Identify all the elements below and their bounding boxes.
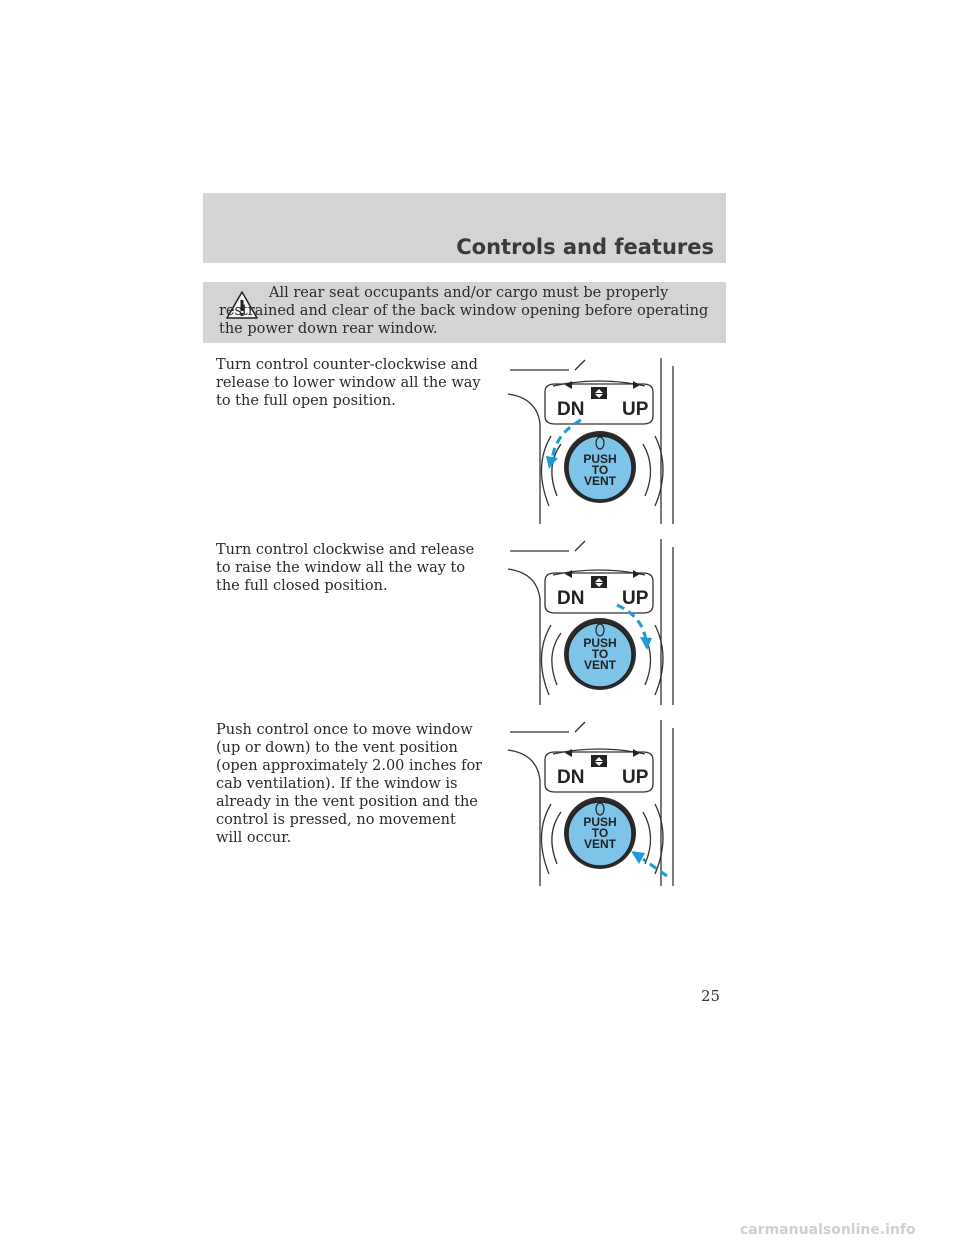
watermark: carmanualsonline.info xyxy=(740,1222,916,1238)
window-control-illustration-cw xyxy=(505,537,690,707)
section-header xyxy=(203,193,726,263)
push-arrow-icon xyxy=(631,851,645,864)
warning-text: All rear seat occupants and/or cargo must be properly restrained and clear of the back window opening before operating the power down rear window. xyxy=(219,285,709,337)
push-label: PUSH xyxy=(583,452,617,466)
clockwise-arrow-icon xyxy=(640,637,652,650)
vent-label: VENT xyxy=(583,658,617,672)
to-label: TO xyxy=(591,826,609,840)
vent-label: VENT xyxy=(583,474,617,488)
up-label: UP xyxy=(622,767,649,788)
window-control-illustration-ccw xyxy=(505,356,690,526)
dn-label: DN xyxy=(557,767,585,788)
section-title: Controls and features xyxy=(456,235,714,259)
to-label: TO xyxy=(591,463,609,477)
push-label: PUSH xyxy=(583,636,617,650)
vent-label: VENT xyxy=(583,837,617,851)
up-label: UP xyxy=(622,588,649,609)
up-label: UP xyxy=(622,399,649,420)
page-number: 25 xyxy=(701,987,721,1005)
dn-label: DN xyxy=(557,588,585,609)
warning-box xyxy=(203,282,726,343)
instruction-lower-window: Turn control counter-clockwise and release to lower window all the way to the full open position. xyxy=(216,357,481,409)
to-label: TO xyxy=(591,647,609,661)
window-control-illustration-push xyxy=(505,718,690,888)
instruction-raise-window: Turn control clockwise and release to raise the window all the way to the full closed position. xyxy=(216,542,475,594)
push-label: PUSH xyxy=(583,815,617,829)
instruction-vent-window: Push control once to move window (up or down) to the vent position (open approximately 2.00 inches for cab ventilation). If the window is already in the vent position and the control is pressed, no movement will occur. xyxy=(216,722,483,846)
dn-label: DN xyxy=(557,399,585,420)
